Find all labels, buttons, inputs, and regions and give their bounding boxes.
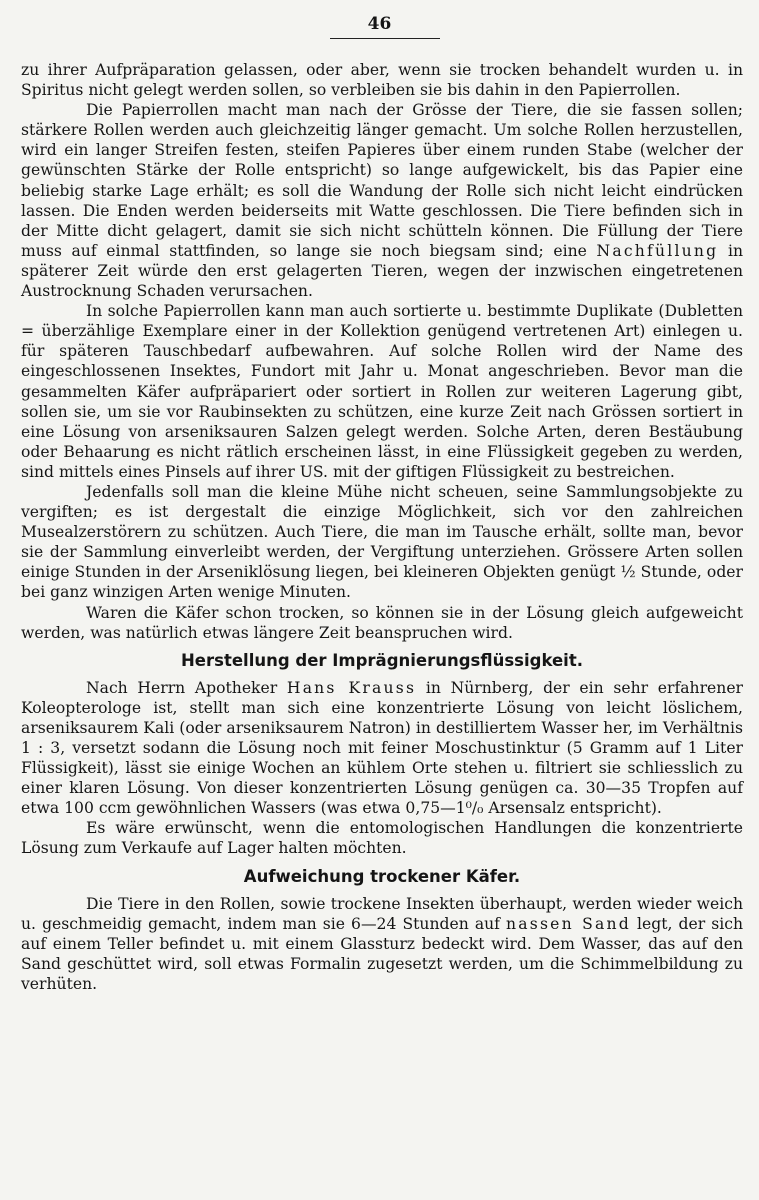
text-run: legt, der sich auf einem Teller befindet u. mit einem Glassturz bedeckt wird. Dem Wasser, das auf den Sand geschüttet wird, soll etwas Formalin zugesetzt werden, um die Schimmelbildung zu verhüten. <box>21 914 743 993</box>
emphasized-term: nassen Sand <box>506 914 631 933</box>
text-run: Die Tiere in den Rollen, sowie trockene Insekten überhaupt, werden wieder weich u. geschmeidig gemacht, indem man sie 6—24 Stunden auf <box>21 894 743 933</box>
header-rule <box>330 38 440 39</box>
text-run: in Nürnberg, der ein sehr erfahrener Koleopterologe ist, stellt man sich eine konzentrierte Lösung von leicht löslichem, arseniksaurem Kali (oder arseniksaurem Natron) in destilliertem Wasser her, im Verhältnis 1 : 3, versetzt sodann die Lösung noch mit feiner Moschustinktur (5 Gramm auf 1 Liter Flüssigkeit), lässt sie einige Wochen an kühlem Orte stehen u. filtriert sie schliesslich zu einer klaren Lösung. Von dieser konzentrierten Lösung genügen ca. 30—35 Tropfen auf etwa 100 ccm gewöhnlichen Wassers (was etwa 0,75—1⁰/₀ Arsensalz entspricht). <box>21 678 743 818</box>
paragraph-papierrollen <box>21 100 743 301</box>
page-number: 46 <box>367 14 392 34</box>
paragraph-duplikate: In solche Papierrollen kann man auch sortierte u. bestimmte Duplikate (Dubletten = überzählige Exemplare einer in der Kollektion genügend vertretenen Art) einlegen u. für späteren Tauschbedarf aufbewahren. Auf solche Rollen wird der Name des eingeschlossenen Insektes, Fundort mit Jahr u. Monat angeschrieben. Bevor man die gesammelten Käfer aufpräpariert oder sortiert in Rollen zur weiteren Lagerung gibt, sollen sie, um sie vor Raubinsekten zu schützen, eine kurze Zeit nach Grössen sortiert in eine Lösung von arseniksauren Salzen gelegt werden. Solche Arten, deren Bestäubung oder Behaarung es nicht rätlich erscheinen lässt, in eine Flüssigkeit gegeben zu werden, sind mittels eines Pinsels auf ihrer US. mit der giftigen Flüssigkeit zu bestreichen. <box>21 302 743 481</box>
emphasized-name: Hans Krauss <box>286 678 417 697</box>
text-run: Die Papierrollen macht man nach der Grösse der Tiere, die sie fassen sollen; stärkere Rollen werden auch gleichzeitig länger gemacht. Um solche Rollen herzustellen, wird ein langer Streifen festen, steifen Papieres über einem runden Stabe (welcher der gewünschten Stärke der Rolle entspricht) so lange aufgewickelt, bis das Papier eine beliebig starke Lage erhält; es soll die Wandung der Rolle sich nicht leicht eindrücken lassen. Die Enden werden beiderseits mit Watte geschlossen. Die Tiere befinden sich in der Mitte dicht gelagert, damit sie sich nicht schütteln können. Die Füllung der Tiere muss auf einmal stattfinden, so lange sie noch biegsam sind; eine <box>21 101 743 260</box>
paragraph-aufweichung <box>21 894 743 994</box>
paragraph-handlungen: Es wäre erwünscht, wenn die entomologischen Handlungen die konzentrierte Lösung zum Verkaufe auf Lager halten möchten. <box>21 819 743 858</box>
text-run: Nach Herrn Apotheker <box>86 678 278 697</box>
page-body <box>21 60 743 994</box>
paragraph-vergiften: Jedenfalls soll man die kleine Mühe nicht scheuen, seine Sammlungsobjekte zu vergiften; es ist dergestalt die einzige Möglichkeit, sich vor den zahlreichen Musealzerstörern zu schützen. Auch Tiere, die man im Tausche erhält, sollte man, bevor sie der Sammlung einverleibt werden, der Vergiftung unterziehen. Grössere Arten sollen einige Stunden in der Arseniklösung liegen, bei kleineren Objekten genügt ½ Stunde, oder bei ganz winzigen Arten wenige Minuten. <box>21 482 743 602</box>
text-run: in späterer Zeit würde den erst gelagerten Tieren, wegen der inzwischen eingetretenen Austrocknung Schaden verursachen. <box>21 241 743 301</box>
emphasized-term: Nachfüllung <box>596 241 719 260</box>
paragraph-krauss <box>21 678 743 819</box>
section-heading-impraegnierung: Herstellung der Imprägnierungsflüssigkeit. <box>181 650 583 670</box>
section-heading-aufweichung: Aufweichung trockener Käfer. <box>243 866 521 886</box>
paragraph-continuation: zu ihrer Aufpräparation gelassen, oder aber, wenn sie trocken behandelt wurden u. in Spiritus nicht gelegt werden sollen, so verbleiben sie bis dahin in den Papierrollen. <box>21 61 743 100</box>
paragraph-trocken: Waren die Käfer schon trocken, so können sie in der Lösung gleich aufgeweicht werden, was natürlich etwas längere Zeit beanspruchen wird. <box>21 603 743 642</box>
